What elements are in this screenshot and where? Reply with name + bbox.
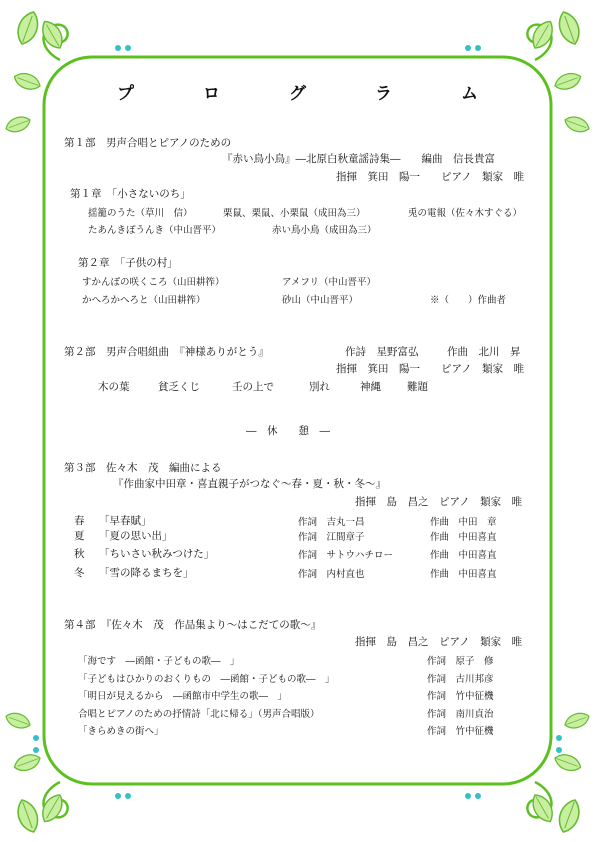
lyricist: 作詞 江間章子	[298, 532, 365, 543]
part4-credits: 指揮 島 昌之 ピアノ 類家 唯	[355, 636, 523, 648]
chapter2-label: 第２章 「子供の村」	[78, 257, 178, 269]
leaf-cluster-top-left	[4, 9, 67, 135]
leaf-cluster-top-right	[528, 9, 591, 135]
part3-heading: 第３部 佐々木 茂 編曲による	[64, 462, 222, 474]
song-title: 「海です ―函館・子どもの歌― 」	[78, 656, 240, 667]
song-title: 「夏の思い出」	[99, 530, 173, 542]
part3-credits: 指揮 島 昌之 ピアノ 類家 唯	[355, 496, 523, 508]
season-label: 夏	[74, 530, 85, 542]
leaf-cluster-bottom-left	[4, 710, 67, 835]
part4-heading: 第４部 『佐々木 茂 作品集より～はこだての歌～』	[64, 619, 322, 631]
part2-lyricist: 作詩 星野富弘	[345, 346, 419, 358]
lyricist: 作詞 竹中征機	[427, 691, 494, 702]
part3-work: 『作曲家中田章・喜直親子がつなぐ～春・夏・秋・冬～』	[113, 478, 386, 490]
chapter1-song: 兎の電報（佐々木すぐる）	[408, 208, 523, 219]
intermission: ― 休 憩 ―	[246, 425, 330, 437]
chapter1-song: 栗鼠、栗鼠、小栗鼠（成田為三）	[223, 208, 366, 219]
part2-piece: 別れ	[309, 381, 330, 393]
part2-piece: 木の葉	[98, 381, 130, 393]
part2-piece: 貧乏くじ	[158, 381, 200, 393]
song-title: 「雪の降るまちを」	[99, 567, 194, 579]
chapter2-song: すかんぽの咲くころ（山田耕筰）	[82, 277, 225, 288]
part1-credits: 指揮 箕田 陽一 ピアノ 類家 唯	[336, 171, 525, 183]
lyricist: 作詞 吉丸一昌	[298, 517, 365, 528]
chapter2-song: かへろかへろと（山田耕筰）	[82, 295, 206, 306]
leaf-cluster-bottom-right	[528, 710, 591, 835]
lyricist: 作詞 竹中征機	[427, 726, 494, 737]
lyricist: 作詞 原子 修	[427, 656, 494, 667]
chapter1-song: たあんきぽうんき（中山晋平）	[88, 225, 222, 236]
page-title: プ ロ グ ラ ム	[117, 84, 504, 104]
composer: 作曲 中田喜直	[430, 569, 497, 580]
part1-work: 『赤い鳥小鳥』―北原白秋童謡詩集― 編曲 信長貴富	[222, 153, 495, 165]
composer: 作曲 中田 章	[430, 517, 497, 528]
song-title: 合唱とピアノのための抒情詩「北に帰る」（男声合唱版）	[78, 709, 320, 720]
part1-heading: 第１部 男声合唱とピアノのための	[64, 137, 232, 149]
composer: 作曲 中田喜直	[430, 532, 497, 543]
composer: 作曲 中田喜直	[430, 550, 497, 561]
chapter1-song: 揺籠のうた（草川 信）	[88, 208, 193, 219]
part2-piece: 壬の上で	[232, 381, 274, 393]
part2-composer: 作曲 北川 昇	[447, 346, 521, 358]
lyricist: 作詞 南川貞治	[427, 709, 494, 720]
chapter1-song: 赤い鳥小鳥（成田為三）	[272, 225, 377, 236]
chapter2-song: アメフリ（中山晋平）	[282, 277, 377, 288]
part2-heading: 第２部 男声合唱組曲 『神様ありがとう』	[64, 346, 269, 358]
chapter2-song: 砂山（中山晋平）	[282, 295, 359, 306]
song-title: 「きらめきの街へ」	[78, 726, 164, 737]
lyricist: 作詞 古川邦彦	[427, 674, 494, 685]
season-label: 冬	[74, 567, 85, 579]
song-title: 「早春賦」	[99, 515, 152, 527]
lyricist: 作詞 内村直也	[298, 569, 365, 580]
lyricist: 作詞 サトウハチロー	[298, 550, 394, 561]
composer-note: ※（ ）作曲者	[430, 295, 507, 306]
song-title: 「ちいさい秋みつけた」	[99, 548, 215, 560]
song-title: 「明日が見えるから ―函館市中学生の歌― 」	[78, 691, 288, 702]
part2-credits: 指揮 箕田 陽一 ピアノ 類家 唯	[336, 363, 525, 375]
part2-piece: 難題	[407, 381, 428, 393]
season-label: 春	[74, 515, 85, 527]
season-label: 秋	[74, 548, 85, 560]
part2-piece: 神縄	[360, 381, 381, 393]
song-title: 「子どもはひかりのおくりもの ―函館・子どもの歌― 」	[78, 674, 335, 685]
chapter1-label: 第１章 「小さないのち」	[70, 188, 191, 200]
